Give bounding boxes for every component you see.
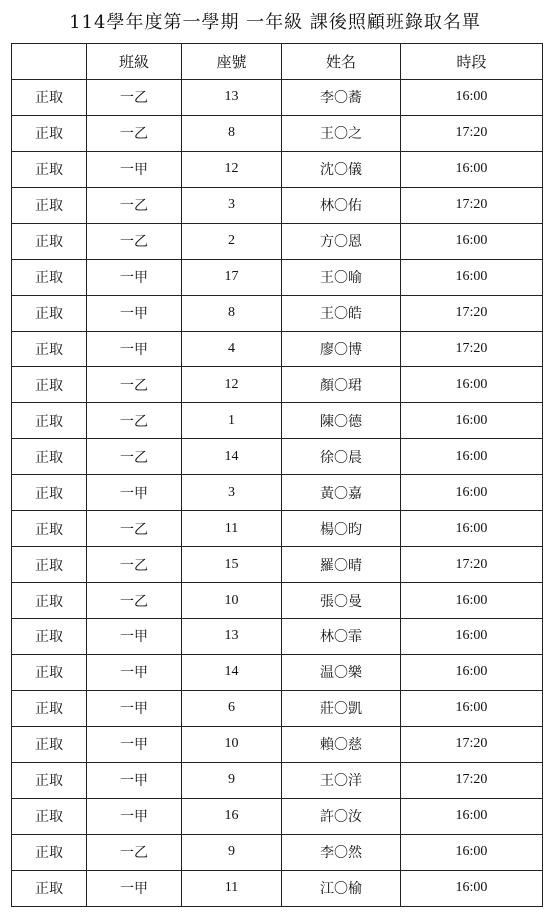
cell-name: 楊〇昀 <box>282 511 401 547</box>
cell-name: 王〇之 <box>282 115 401 151</box>
table-row <box>12 762 543 798</box>
cell-time-slot: 16:00 <box>401 367 543 403</box>
column-header-class: 班級 <box>87 44 182 80</box>
cell-name: 王〇喻 <box>282 259 401 295</box>
table-row <box>12 439 543 475</box>
cell-name: 羅〇晴 <box>282 547 401 583</box>
cell-name: 黃〇嘉 <box>282 475 401 511</box>
cell-class: 一甲 <box>87 870 182 906</box>
cell-time-slot: 16:00 <box>401 511 543 547</box>
cell-class: 一乙 <box>87 547 182 583</box>
cell-class: 一甲 <box>87 151 182 187</box>
cell-status: 正取 <box>12 223 87 259</box>
cell-class: 一甲 <box>87 798 182 834</box>
cell-time-slot: 16:00 <box>401 259 543 295</box>
table-row <box>12 654 543 690</box>
cell-name: 莊〇凱 <box>282 690 401 726</box>
cell-status: 正取 <box>12 583 87 619</box>
cell-status: 正取 <box>12 115 87 151</box>
cell-name: 李〇蕎 <box>282 79 401 115</box>
cell-time-slot: 16:00 <box>401 834 543 870</box>
cell-class: 一甲 <box>87 726 182 762</box>
cell-seat-number: 17 <box>182 259 282 295</box>
cell-name: 李〇然 <box>282 834 401 870</box>
cell-seat-number: 15 <box>182 547 282 583</box>
cell-time-slot: 16:00 <box>401 403 543 439</box>
cell-class: 一乙 <box>87 439 182 475</box>
cell-seat-number: 2 <box>182 223 282 259</box>
cell-name: 賴〇慈 <box>282 726 401 762</box>
cell-name: 許〇汝 <box>282 798 401 834</box>
cell-time-slot: 16:00 <box>401 798 543 834</box>
cell-name: 陳〇德 <box>282 403 401 439</box>
cell-status: 正取 <box>12 295 87 331</box>
cell-seat-number: 12 <box>182 367 282 403</box>
cell-seat-number: 10 <box>182 583 282 619</box>
cell-status: 正取 <box>12 259 87 295</box>
cell-name: 廖〇博 <box>282 331 401 367</box>
cell-class: 一甲 <box>87 331 182 367</box>
cell-seat-number: 6 <box>182 690 282 726</box>
cell-class: 一乙 <box>87 367 182 403</box>
table-row <box>12 259 543 295</box>
table-row <box>12 834 543 870</box>
cell-name: 江〇榆 <box>282 870 401 906</box>
cell-status: 正取 <box>12 870 87 906</box>
table-row <box>12 187 543 223</box>
table-row <box>12 870 543 906</box>
cell-class: 一甲 <box>87 295 182 331</box>
cell-time-slot: 17:20 <box>401 187 543 223</box>
cell-name: 王〇洋 <box>282 762 401 798</box>
cell-status: 正取 <box>12 726 87 762</box>
table-row <box>12 331 543 367</box>
cell-class: 一甲 <box>87 762 182 798</box>
cell-class: 一乙 <box>87 403 182 439</box>
cell-name: 方〇恩 <box>282 223 401 259</box>
cell-status: 正取 <box>12 367 87 403</box>
cell-seat-number: 3 <box>182 187 282 223</box>
cell-time-slot: 16:00 <box>401 79 543 115</box>
table-row <box>12 151 543 187</box>
cell-status: 正取 <box>12 331 87 367</box>
table-row <box>12 690 543 726</box>
cell-time-slot: 17:20 <box>401 762 543 798</box>
table-body <box>12 79 543 906</box>
cell-seat-number: 11 <box>182 870 282 906</box>
cell-time-slot: 17:20 <box>401 726 543 762</box>
table-row <box>12 115 543 151</box>
cell-class: 一甲 <box>87 475 182 511</box>
cell-seat-number: 14 <box>182 439 282 475</box>
cell-class: 一乙 <box>87 79 182 115</box>
cell-seat-number: 11 <box>182 511 282 547</box>
table-row <box>12 619 543 655</box>
table-row <box>12 367 543 403</box>
cell-time-slot: 17:20 <box>401 115 543 151</box>
cell-seat-number: 9 <box>182 834 282 870</box>
cell-time-slot: 16:00 <box>401 690 543 726</box>
cell-class: 一乙 <box>87 223 182 259</box>
table-header-row <box>12 44 543 80</box>
admission-list-table <box>11 43 543 907</box>
cell-name: 徐〇晨 <box>282 439 401 475</box>
cell-class: 一甲 <box>87 690 182 726</box>
cell-name: 顏〇珺 <box>282 367 401 403</box>
cell-time-slot: 17:20 <box>401 331 543 367</box>
cell-seat-number: 13 <box>182 79 282 115</box>
cell-status: 正取 <box>12 79 87 115</box>
cell-seat-number: 8 <box>182 115 282 151</box>
cell-time-slot: 16:00 <box>401 583 543 619</box>
cell-seat-number: 13 <box>182 619 282 655</box>
column-header-status <box>12 44 87 80</box>
cell-seat-number: 14 <box>182 654 282 690</box>
column-header-name: 姓名 <box>282 44 401 80</box>
cell-class: 一乙 <box>87 115 182 151</box>
cell-name: 林〇佑 <box>282 187 401 223</box>
cell-class: 一甲 <box>87 619 182 655</box>
cell-seat-number: 8 <box>182 295 282 331</box>
cell-class: 一乙 <box>87 187 182 223</box>
table-row <box>12 511 543 547</box>
table-row <box>12 295 543 331</box>
column-header-time-slot: 時段 <box>401 44 543 80</box>
table-row <box>12 583 543 619</box>
table-row <box>12 403 543 439</box>
cell-time-slot: 16:00 <box>401 475 543 511</box>
table-row <box>12 79 543 115</box>
table-row <box>12 475 543 511</box>
cell-time-slot: 16:00 <box>401 223 543 259</box>
table-row <box>12 726 543 762</box>
cell-seat-number: 12 <box>182 151 282 187</box>
cell-seat-number: 16 <box>182 798 282 834</box>
cell-status: 正取 <box>12 187 87 223</box>
cell-class: 一甲 <box>87 259 182 295</box>
cell-seat-number: 10 <box>182 726 282 762</box>
cell-status: 正取 <box>12 654 87 690</box>
cell-status: 正取 <box>12 690 87 726</box>
cell-time-slot: 17:20 <box>401 295 543 331</box>
cell-status: 正取 <box>12 547 87 583</box>
cell-time-slot: 17:20 <box>401 547 543 583</box>
cell-name: 温〇樂 <box>282 654 401 690</box>
cell-seat-number: 3 <box>182 475 282 511</box>
cell-class: 一乙 <box>87 834 182 870</box>
cell-status: 正取 <box>12 475 87 511</box>
cell-time-slot: 16:00 <box>401 151 543 187</box>
cell-status: 正取 <box>12 511 87 547</box>
cell-class: 一甲 <box>87 654 182 690</box>
cell-time-slot: 16:00 <box>401 870 543 906</box>
cell-status: 正取 <box>12 762 87 798</box>
cell-status: 正取 <box>12 439 87 475</box>
cell-seat-number: 1 <box>182 403 282 439</box>
cell-status: 正取 <box>12 798 87 834</box>
cell-status: 正取 <box>12 151 87 187</box>
cell-status: 正取 <box>12 619 87 655</box>
cell-status: 正取 <box>12 834 87 870</box>
cell-class: 一乙 <box>87 583 182 619</box>
cell-class: 一乙 <box>87 511 182 547</box>
cell-name: 林〇霏 <box>282 619 401 655</box>
cell-name: 張〇曼 <box>282 583 401 619</box>
table-row <box>12 798 543 834</box>
table-row <box>12 547 543 583</box>
cell-time-slot: 16:00 <box>401 619 543 655</box>
cell-seat-number: 9 <box>182 762 282 798</box>
cell-time-slot: 16:00 <box>401 654 543 690</box>
cell-name: 王〇皓 <box>282 295 401 331</box>
cell-name: 沈〇儀 <box>282 151 401 187</box>
column-header-seat-number: 座號 <box>182 44 282 80</box>
cell-seat-number: 4 <box>182 331 282 367</box>
cell-status: 正取 <box>12 403 87 439</box>
document-title: 114學年度第一學期 一年級 課後照顧班錄取名單 <box>69 12 481 33</box>
table-row <box>12 223 543 259</box>
cell-time-slot: 16:00 <box>401 439 543 475</box>
